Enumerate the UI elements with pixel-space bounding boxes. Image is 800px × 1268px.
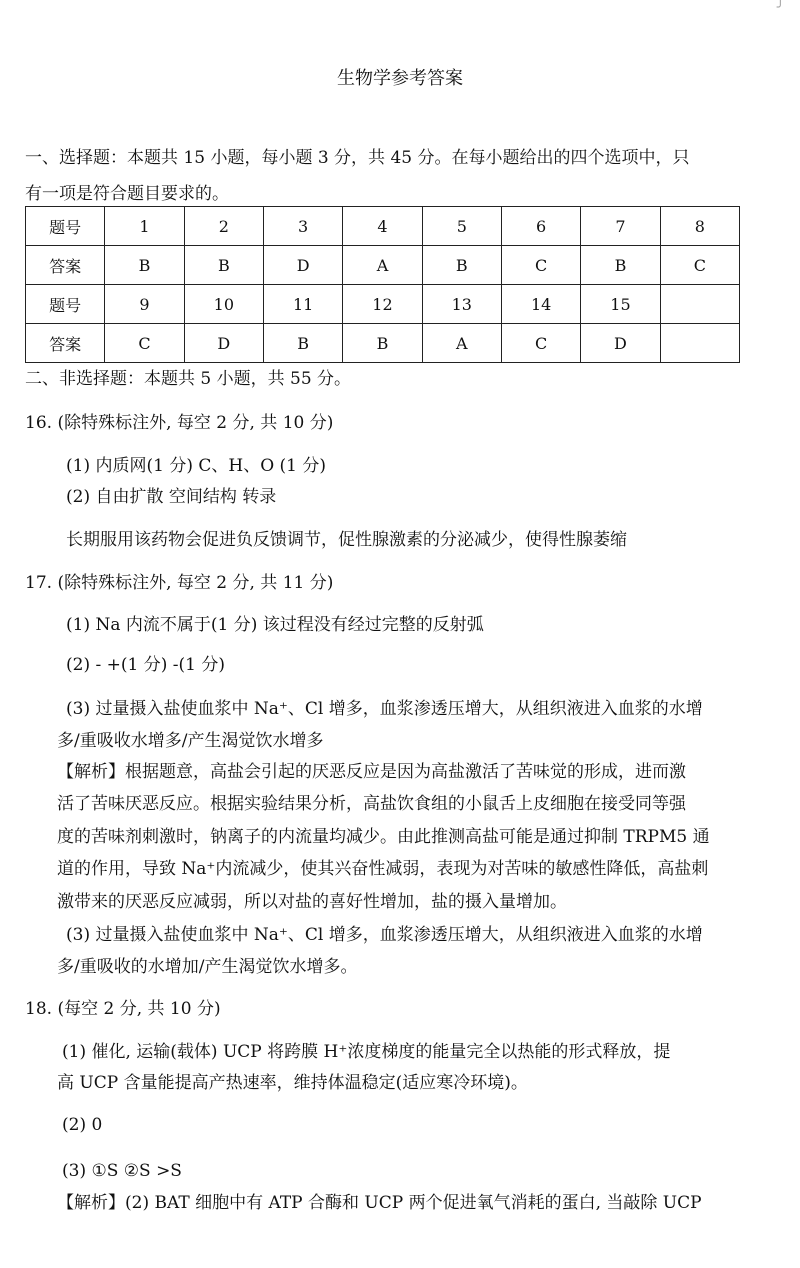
q17-explanation-line4: 道的作用，导致 Na⁺内流减少，使其兴奋性减弱，表现为对苦味的敏感性降低，高盐刺: [57, 859, 709, 879]
table-cell: [660, 324, 739, 363]
table-cell: 6: [501, 207, 580, 246]
q16-answer-3: 长期服用该药物会促进负反馈调节，促性腺激素的分泌减少，使得性腺萎缩: [66, 530, 627, 550]
q18-answer-1-line2: 高 UCP 含量能提高产热速率，维持体温稳定(适应寒冷环境)。: [57, 1073, 528, 1093]
table-cell: D: [581, 324, 660, 363]
table-cell: C: [660, 246, 739, 285]
q18-answer-3: (3) ①S ②S >S: [62, 1161, 182, 1181]
q17-explanation-line3: 度的苦味剂刺激时，钠离子的内流量均减少。由此推测高盐可能是通过抑制 TRPM5 通: [57, 827, 710, 847]
table-cell: B: [581, 246, 660, 285]
q16-answer-1: (1) 内质网(1 分) C、H、O (1 分): [66, 456, 327, 476]
q17-explanation-line1: 【解析】根据题意，高盐会引起的厌恶反应是因为高盐激活了苦味觉的形成，进而激: [57, 762, 686, 782]
table-cell: B: [184, 246, 263, 285]
q16-answer-2: (2) 自由扩散 空间结构 转录: [66, 487, 277, 507]
table-cell: 15: [581, 285, 660, 324]
table-row-header-cell: 题号: [26, 285, 105, 324]
table-cell: C: [501, 246, 580, 285]
q17-explanation-line7: 多/重吸收的水增加/产生渴觉饮水增多。: [57, 957, 358, 977]
section1-instruction-line1: 一、选择题：本题共 15 小题，每小题 3 分，共 45 分。在每小题给出的四个选项中，只: [25, 148, 690, 168]
q18-explanation-line1: 【解析】(2) BAT 细胞中有 ATP 合酶和 UCP 两个促进氧气消耗的蛋白, 当敲除 UCP: [57, 1193, 702, 1213]
table-cell: A: [422, 324, 501, 363]
q17-answer-1: (1) Na 内流不属于(1 分) 该过程没有经过完整的反射弧: [66, 615, 484, 635]
table-cell: 8: [660, 207, 739, 246]
table-cell: B: [343, 324, 422, 363]
table-row-header-cell: 题号: [26, 207, 105, 246]
table-cell: 2: [184, 207, 263, 246]
table-cell: 9: [105, 285, 184, 324]
table-row: [26, 285, 740, 324]
table-row: [26, 246, 740, 285]
q17-answer-2: (2) - +(1 分) -(1 分): [66, 655, 225, 675]
table-row-header-cell: 答案: [26, 246, 105, 285]
q17-answer-3-line1: (3) 过量摄入盐使血浆中 Na⁺、Cl 增多，血浆渗透压增大，从组织液进入血浆的水增: [66, 699, 703, 719]
q17-explanation-line2: 活了苦味厌恶反应。根据实验结果分析，高盐饮食组的小鼠舌上皮细胞在接受同等强: [57, 794, 686, 814]
table-cell: D: [263, 246, 342, 285]
section2-heading: 二、非选择题：本题共 5 小题，共 55 分。: [25, 369, 352, 389]
page-title: 生物学参考答案: [337, 68, 463, 89]
q16-heading: 16. (除特殊标注外, 每空 2 分, 共 10 分): [25, 413, 334, 433]
table-cell: 1: [105, 207, 184, 246]
table-cell: 12: [343, 285, 422, 324]
table-cell: B: [263, 324, 342, 363]
table-cell: 4: [343, 207, 422, 246]
table-cell: 10: [184, 285, 263, 324]
table-row: [26, 324, 740, 363]
table-cell: 13: [422, 285, 501, 324]
table-row-header-cell: 答案: [26, 324, 105, 363]
q17-heading: 17. (除特殊标注外, 每空 2 分, 共 11 分): [25, 573, 334, 593]
q18-answer-1-line1: (1) 催化, 运输(载体) UCP 将跨膜 H⁺浓度梯度的能量完全以热能的形式释放，提: [62, 1042, 671, 1062]
answer-table: [25, 206, 740, 363]
table-cell: 11: [263, 285, 342, 324]
q18-heading: 18. (每空 2 分, 共 10 分): [25, 999, 221, 1019]
table-cell: D: [184, 324, 263, 363]
q17-explanation-line5: 激带来的厌恶反应减弱，所以对盐的喜好性增加，盐的摄入量增加。: [57, 892, 567, 912]
table-row: [26, 207, 740, 246]
table-cell: [660, 285, 739, 324]
table-cell: 7: [581, 207, 660, 246]
table-cell: 3: [263, 207, 342, 246]
table-cell: 5: [422, 207, 501, 246]
q17-explanation-line6: (3) 过量摄入盐使血浆中 Na⁺、Cl 增多，血浆渗透压增大，从组织液进入血浆的水增: [66, 925, 703, 945]
table-cell: B: [422, 246, 501, 285]
section1-instruction-line2: 有一项是符合题目要求的。: [25, 184, 229, 204]
table-cell: 14: [501, 285, 580, 324]
table-cell: B: [105, 246, 184, 285]
table-cell: C: [501, 324, 580, 363]
table-cell: C: [105, 324, 184, 363]
corner-mark: ╯: [776, 0, 784, 14]
q18-answer-2: (2) 0: [62, 1115, 103, 1135]
table-cell: A: [343, 246, 422, 285]
q17-answer-3-line2: 多/重吸收水增多/产生渴觉饮水增多: [57, 731, 324, 751]
